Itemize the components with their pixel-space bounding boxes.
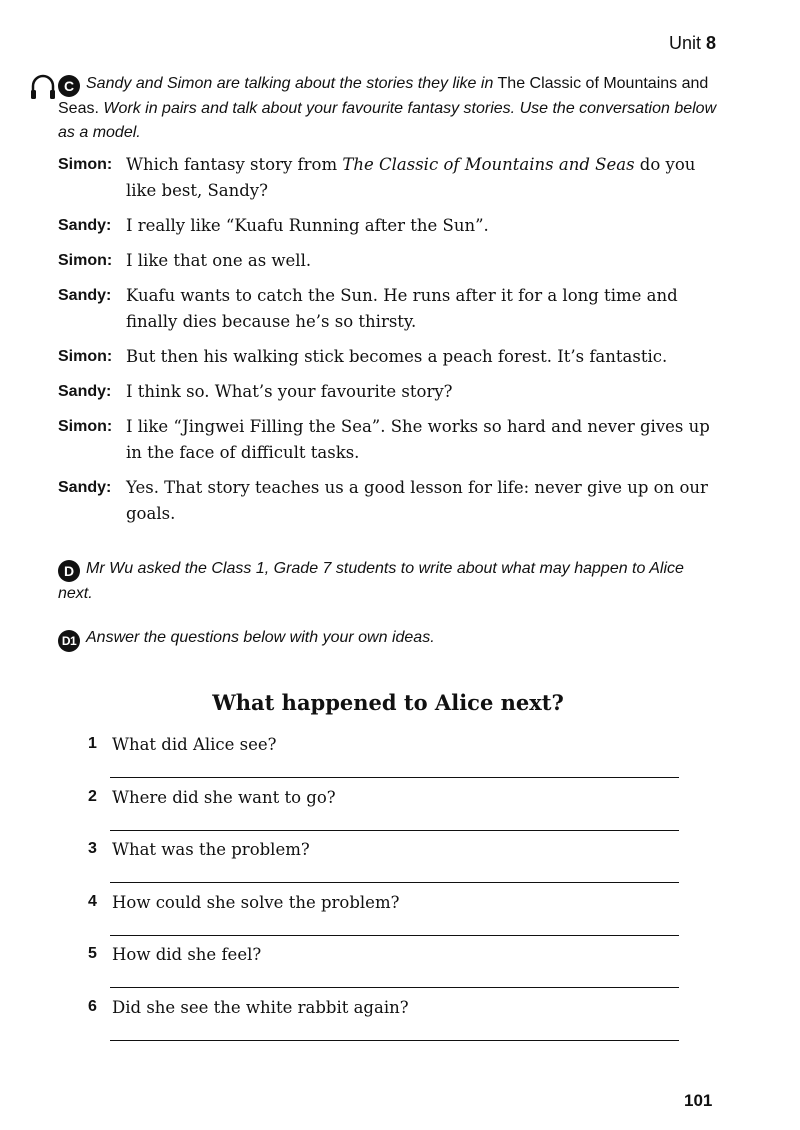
dialogue-line bbox=[58, 213, 718, 239]
speaker: Sandy: bbox=[58, 217, 112, 234]
question-item bbox=[88, 945, 688, 998]
speech: Which fantasy story from The Classic of Mountains and Seas do you like best, Sandy? bbox=[126, 155, 696, 200]
question-text: How did she feel? bbox=[112, 945, 262, 964]
book-title: The Classic of Mountains and Seas. bbox=[58, 75, 709, 117]
dialogue-line bbox=[58, 152, 718, 204]
page-number: 101 bbox=[684, 1091, 713, 1110]
section-d-instruction bbox=[58, 557, 718, 606]
answer-line[interactable] bbox=[110, 935, 679, 936]
dialogue-line bbox=[58, 414, 718, 466]
dialogue-line bbox=[58, 283, 718, 335]
answer-line[interactable] bbox=[110, 882, 679, 883]
speech: I like “Jingwei Filling the Sea”. She works so hard and never gives up in the face of difficult tasks. bbox=[126, 417, 710, 462]
speaker: Simon: bbox=[58, 348, 113, 365]
unit-label: Unit bbox=[668, 33, 701, 53]
speaker: Simon: bbox=[58, 156, 113, 173]
headphones-icon bbox=[28, 72, 58, 102]
question-number: 4 bbox=[88, 892, 97, 910]
question-item bbox=[88, 840, 688, 893]
question-text: What did Alice see? bbox=[112, 735, 277, 754]
section-d-badge: D bbox=[58, 560, 80, 582]
speech: But then his walking stick becomes a peach forest. It’s fantastic. bbox=[126, 347, 668, 366]
question-text: Where did she want to go? bbox=[112, 787, 336, 807]
unit-number: 8 bbox=[705, 33, 716, 53]
unit-header bbox=[669, 33, 716, 54]
question-number: 3 bbox=[88, 840, 97, 857]
speech: Yes. That story teaches us a good lesson for life: never give up on our goals. bbox=[126, 478, 708, 523]
question-text: What was the problem? bbox=[112, 840, 310, 859]
section-c-intro bbox=[58, 72, 718, 144]
speaker: Simon: bbox=[58, 418, 113, 435]
section-d1-text: Answer the questions below with your own ideas. bbox=[86, 629, 435, 646]
question-item bbox=[88, 788, 688, 841]
speaker: Sandy: bbox=[58, 383, 112, 400]
speech: I really like “Kuafu Running after the Sun”. bbox=[126, 216, 489, 235]
speech: I like that one as well. bbox=[126, 251, 312, 270]
section-c-intro-part2: Work in pairs and talk about your favourite fantasy stories. Use the conversation below as a model. bbox=[58, 100, 717, 141]
dialogue-line bbox=[58, 379, 718, 405]
answer-line[interactable] bbox=[110, 777, 679, 778]
speech: Kuafu wants to catch the Sun. He runs after it for a long time and finally dies because he’s so thirsty. bbox=[126, 286, 678, 331]
section-d-text: Mr Wu asked the Class 1, Grade 7 students to write about what may happen to Alice next. bbox=[58, 560, 684, 602]
book-title-emph: The Classic of Mountains and Seas bbox=[342, 155, 635, 174]
answer-line[interactable] bbox=[110, 830, 679, 831]
question-text: Did she see the white rabbit again? bbox=[112, 997, 409, 1017]
question-list bbox=[88, 735, 688, 1050]
dialogue-line bbox=[58, 475, 718, 527]
worksheet-title: What happened to Alice next? bbox=[212, 690, 564, 715]
answer-line[interactable] bbox=[110, 1040, 679, 1041]
speech: I think so. What’s your favourite story? bbox=[126, 382, 453, 401]
question-number: 6 bbox=[88, 997, 97, 1015]
question-item bbox=[88, 998, 688, 1051]
dialogue-line bbox=[58, 344, 718, 370]
section-c-badge: C bbox=[58, 75, 80, 97]
question-item bbox=[88, 735, 688, 788]
section-c-intro-part1: Sandy and Simon are talking about the stories they like in bbox=[86, 75, 494, 92]
dialogue bbox=[58, 152, 718, 536]
question-number: 5 bbox=[88, 945, 97, 962]
question-text: How could she solve the problem? bbox=[112, 892, 400, 912]
speaker: Simon: bbox=[58, 252, 113, 269]
question-item bbox=[88, 893, 688, 946]
speaker: Sandy: bbox=[58, 479, 112, 496]
section-d1-instruction bbox=[58, 626, 718, 652]
speaker: Sandy: bbox=[58, 287, 112, 304]
section-d1-badge: D1 bbox=[58, 630, 80, 652]
question-number: 1 bbox=[88, 735, 97, 752]
answer-line[interactable] bbox=[110, 987, 679, 988]
question-number: 2 bbox=[88, 787, 97, 805]
dialogue-line bbox=[58, 248, 718, 274]
